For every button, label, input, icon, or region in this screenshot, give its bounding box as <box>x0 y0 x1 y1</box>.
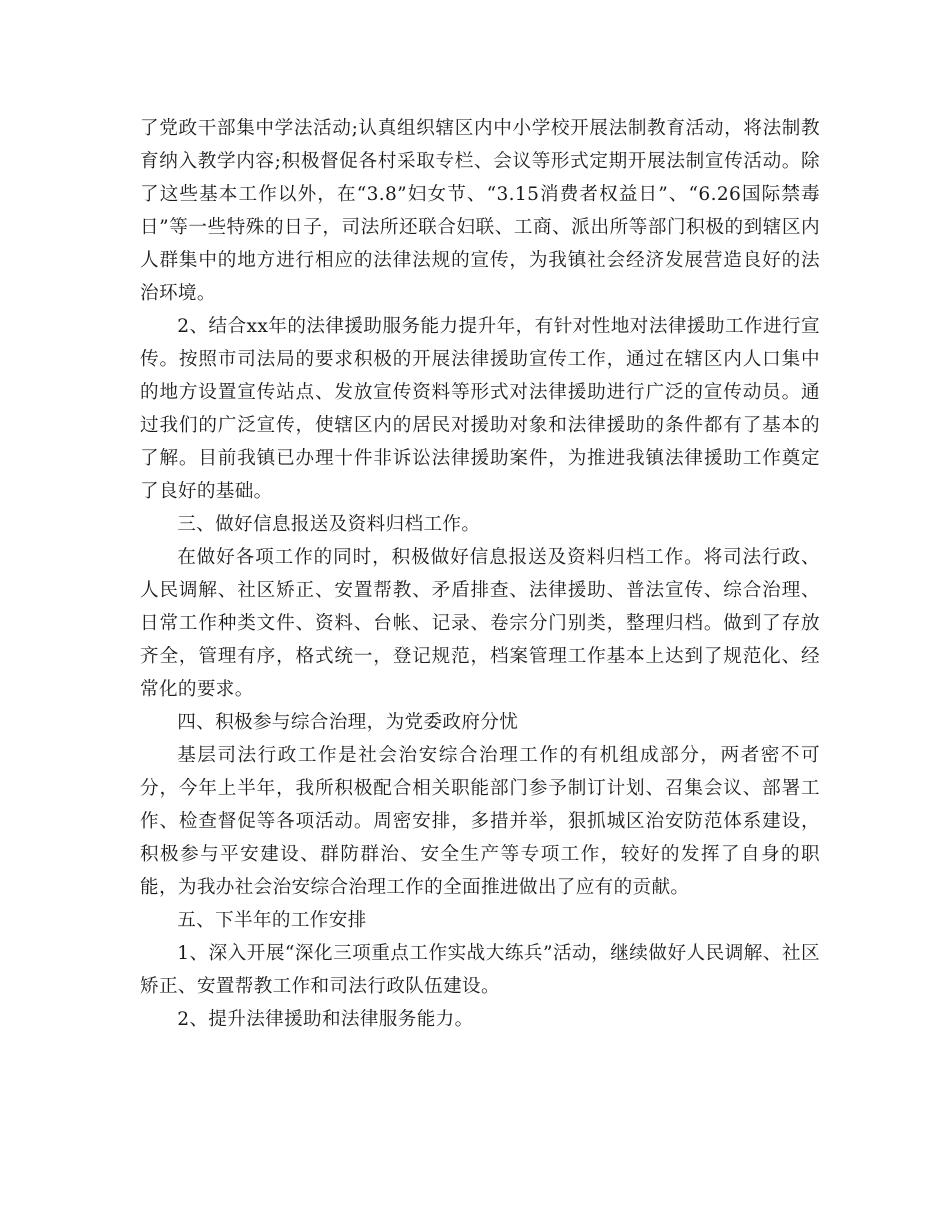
heading-section-four: 四、积极参与综合治理，为党委政府分忧 <box>177 712 519 733</box>
heading-section-five: 五、下半年的工作安排 <box>177 910 367 931</box>
paragraph-plan-item-1: 1、深入开展“深化三项重点工作实战大练兵”活动，继续做好人民调解、社区矫正、安置帮教工作和司法行政队伍建设。 <box>140 943 820 997</box>
heading-section-three: 三、做好信息报送及资料归档工作。 <box>177 514 481 535</box>
paragraph-comprehensive-governance: 基层司法行政工作是社会治安综合治理工作的有机组成部分，两者密不可分，今年上半年，我所积极配合相关职能部门参予制订计划、召集会议、部署工作、检查督促等各项活动。周密安排，多措并举，狠抓城区治安防范体系建设，积极参与平安建设、群防群治、安全生产等专项工作，较好的发挥了自身的职能，为我办社会治安综合治理工作的全面推进做出了应有的贡献。 <box>140 745 820 898</box>
paragraph-archiving: 在做好各项工作的同时，积极做好信息报送及资料归档工作。将司法行政、人民调解、社区矫正、安置帮教、矛盾排查、法律援助、普法宣传、综合治理、日常工作种类文件、资料、台帐、记录、卷宗分门别类，整理归档。做到了存放齐全，管理有序，格式统一，登记规范，档案管理工作基本上达到了规范化、经常化的要求。 <box>140 547 820 700</box>
paragraph-legal-aid-publicity: 2、结合xx年的法律援助服务能力提升年，有针对性地对法律援助工作进行宣传。按照市司法局的要求积极的开展法律援助宣传工作，通过在辖区内人口集中的地方设置宣传站点、发放宣传资料等形式对法律援助进行广泛的宣传动员。通过我们的广泛宣传，使辖区内的居民对援助对象和法律援助的条件都有了基本的了解。目前我镇已办理十件非诉讼法律援助案件，为推进我镇法律援助工作奠定了良好的基础。 <box>140 316 820 502</box>
paragraph-plan-item-2: 2、提升法律援助和法律服务能力。 <box>177 1009 474 1030</box>
paragraph-continuation: 了党政干部集中学法活动;认真组织辖区内中小学校开展法制教育活动，将法制教育纳入教学内容;积极督促各村采取专栏、会议等形式定期开展法制宣传活动。除了这些基本工作以外，在“3.8”妇女节、“3.15消费者权益日”、“6.26国际禁毒日”等一些特殊的日子，司法所还联合妇联、工商、派出所等部门积极的到辖区内人群集中的地方进行相应的法律法规的宣传，为我镇社会经济发展营造良好的法治环境。 <box>140 118 820 304</box>
document-body <box>140 112 820 1036</box>
